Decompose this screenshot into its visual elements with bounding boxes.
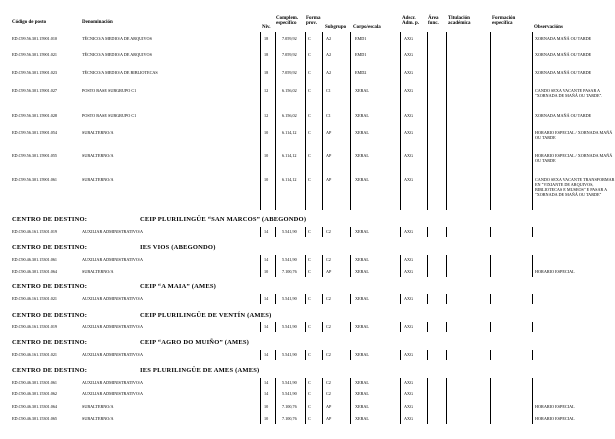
post-subgroup: C2 [326, 257, 331, 262]
post-observations: XORNADA MAÑÁ OU TARDE [535, 52, 592, 57]
post-denomination: AUXILIAR ADMINISTRATIVO/A [82, 229, 144, 234]
col-header-area: Área func. [428, 16, 439, 26]
col-divider [532, 378, 533, 424]
post-provision-form: C [308, 130, 311, 135]
post-provision-form: C [308, 391, 311, 396]
post-adscription: AXG [404, 130, 414, 135]
col-header-denominacion: Denominación [82, 20, 113, 25]
post-complement: 6.114,12 [282, 153, 297, 158]
post-corps: XERAL [355, 324, 369, 329]
post-denomination: POSTO BASE SUBGRUPO C1 [82, 88, 137, 93]
col-divider [427, 227, 428, 237]
col-divider [275, 255, 276, 277]
col-divider [305, 378, 306, 424]
post-provision-form: C [308, 153, 311, 158]
post-complement: 6.156,02 [282, 88, 297, 93]
col-divider [490, 322, 491, 332]
post-provision-form: C [308, 352, 311, 357]
post-corps: XERAL [355, 113, 369, 118]
post-subgroup: AP [326, 416, 332, 421]
post-adscription: AXG [404, 269, 414, 274]
col-divider [400, 255, 401, 277]
post-adscription: AXG [404, 36, 414, 41]
col-divider [532, 322, 533, 332]
post-subgroup: C2 [326, 229, 331, 234]
post-subgroup: A2 [326, 70, 332, 75]
post-denomination: SUBALTERNO/A [82, 177, 114, 182]
col-divider [490, 255, 491, 277]
post-denomination: POSTO BASE SUBGRUPO C1 [82, 113, 137, 118]
center-name: CEIP PLURILINGÜE “SAN MARCOS” (ABEGONDO) [140, 216, 307, 223]
post-adscription: AXG [404, 52, 414, 57]
col-divider [446, 255, 447, 277]
post-complement: 7.100,76 [282, 269, 297, 274]
post-level: 14 [264, 229, 269, 234]
post-complement: 6.114,12 [282, 130, 297, 135]
post-complement: 6.114,12 [282, 177, 297, 182]
post-code: ED.C99.56.301.15901.061 [12, 177, 58, 182]
post-provision-form: C [308, 416, 311, 421]
post-adscription: AXG [404, 391, 414, 396]
post-adscription: AXG [404, 88, 414, 93]
post-corps: XERAL [355, 296, 369, 301]
post-code: ED.C90.46.301.15301.061 [12, 380, 58, 385]
col-divider [322, 227, 323, 237]
post-complement: 7.100,76 [282, 416, 297, 421]
col-divider [260, 227, 261, 237]
post-code: ED.C90.46.161.15301.021 [12, 296, 58, 301]
post-corps: EMD1 [355, 36, 367, 41]
post-level: 14 [264, 296, 269, 301]
post-observations: HORARIO ESPECIAL [535, 416, 575, 421]
post-subgroup: C2 [326, 380, 331, 385]
post-adscription: AXG [404, 257, 414, 262]
col-divider [350, 227, 351, 237]
post-subgroup: AP [326, 130, 332, 135]
post-level: 14 [264, 352, 269, 357]
col-divider [446, 350, 447, 360]
col-divider [260, 255, 261, 277]
post-provision-form: C [308, 269, 311, 274]
post-complement: 5.541,90 [282, 352, 297, 357]
post-observations: XORNADA MAÑÁ OU TARDE [535, 113, 592, 118]
post-subgroup: AP [326, 269, 332, 274]
post-corps: XERAL [355, 229, 369, 234]
post-provision-form: C [308, 229, 311, 234]
col-divider [350, 378, 351, 424]
post-adscription: AXG [404, 352, 414, 357]
post-provision-form: C [308, 70, 311, 75]
col-divider [275, 350, 276, 360]
post-observations: XORNADA MAÑÁ OU TARDE [535, 36, 592, 41]
post-provision-form: C [308, 88, 311, 93]
post-provision-form: C [308, 177, 311, 182]
post-level: 10 [264, 404, 269, 409]
post-level: 14 [264, 324, 269, 329]
center-label: CENTRO DE DESTINO: [12, 244, 88, 251]
col-divider [275, 227, 276, 237]
center-label: CENTRO DE DESTINO: [12, 283, 88, 290]
post-corps: XERAL [355, 130, 369, 135]
col-header-subgrupo: Subgrupo [325, 25, 347, 30]
post-subgroup: AP [326, 404, 332, 409]
post-subgroup: A2 [326, 52, 332, 57]
post-adscription: AXG [404, 153, 414, 158]
post-complement: 7.059,92 [282, 70, 297, 75]
post-level: 14 [264, 257, 269, 262]
post-corps: XERAL [355, 257, 369, 262]
col-divider [322, 255, 323, 277]
post-subgroup: AP [326, 177, 332, 182]
post-level: 12 [264, 113, 269, 118]
col-divider [490, 294, 491, 304]
post-complement: 7.100,76 [282, 404, 297, 409]
post-corps: XERAL [355, 88, 369, 93]
post-corps: XERAL [355, 177, 369, 182]
post-denomination: AUXILIAR ADMINISTRATIVO/A [82, 391, 144, 396]
post-code: ED.C99.56.301.15901.054 [12, 130, 58, 135]
post-code: ED.C90.46.161.15301.019 [12, 324, 58, 329]
post-code: ED.C99.56.301.15901.010 [12, 36, 58, 41]
col-divider [427, 350, 428, 360]
post-code: ED.C90.46.301.15301.064 [12, 269, 58, 274]
post-denomination: SUBALTERNO/A [82, 153, 114, 158]
post-denomination: SUBALTERNO/A [82, 416, 114, 421]
post-complement: 7.059,92 [282, 52, 297, 57]
post-subgroup: A2 [326, 36, 332, 41]
post-adscription: AXG [404, 380, 414, 385]
col-divider [275, 322, 276, 332]
post-code: ED.C99.56.301.15901.055 [12, 153, 58, 158]
center-name: CEIP “AGRO DO MUIÑO” (AMES) [140, 339, 250, 346]
col-divider [446, 378, 447, 424]
post-level: 12 [264, 88, 269, 93]
col-divider [400, 294, 401, 304]
col-divider [260, 378, 261, 424]
col-divider [427, 378, 428, 424]
col-divider [400, 32, 401, 210]
post-level: 18 [264, 70, 269, 75]
post-code: ED.C99.56.301.15901.027 [12, 88, 58, 93]
col-divider [322, 294, 323, 304]
col-divider [490, 227, 491, 237]
col-divider [446, 227, 447, 237]
post-level: 10 [264, 130, 269, 135]
col-divider [400, 350, 401, 360]
post-level: 10 [264, 416, 269, 421]
col-divider [400, 378, 401, 424]
col-divider [400, 227, 401, 237]
col-header-formacion: Formación específica [492, 16, 516, 26]
post-subgroup: C2 [326, 296, 331, 301]
post-code: ED.C90.46.161.15301.019 [12, 229, 58, 234]
post-corps: XERAL [355, 380, 369, 385]
post-adscription: AXG [404, 229, 414, 234]
col-divider [427, 322, 428, 332]
col-divider [322, 322, 323, 332]
post-denomination: SUBALTERNO/A [82, 404, 114, 409]
col-divider [305, 350, 306, 360]
col-header-adscricion: Adscr. Adm. p. [402, 16, 420, 26]
post-provision-form: C [308, 404, 311, 409]
col-divider [490, 32, 491, 210]
post-observations: CANDO SEXA VACANTE PASAR A "XORNADA DE MAÑÁ OU TARDE". [535, 88, 603, 98]
col-divider [260, 322, 261, 332]
col-divider [322, 378, 323, 424]
col-divider [446, 322, 447, 332]
post-level: 10 [264, 269, 269, 274]
col-divider [305, 32, 306, 210]
center-label: CENTRO DE DESTINO: [12, 216, 88, 223]
post-level: 14 [264, 391, 269, 396]
col-header-titulacion: Titulación académica [448, 16, 471, 26]
post-provision-form: C [308, 296, 311, 301]
post-provision-form: C [308, 380, 311, 385]
post-corps: XERAL [355, 269, 369, 274]
post-complement: 5.541,90 [282, 296, 297, 301]
post-complement: 6.156,02 [282, 113, 297, 118]
col-divider [305, 322, 306, 332]
post-subgroup: AP [326, 153, 332, 158]
post-code: ED.C99.56.301.15901.021 [12, 52, 58, 57]
post-adscription: AXG [404, 70, 414, 75]
post-observations: HORARIO ESPECIAL [535, 404, 575, 409]
center-name: CEIP PLURILINGÜE DE VENTÍN (AMES) [140, 312, 272, 319]
post-corps: XERAL [355, 153, 369, 158]
post-observations: CANDO SEXA VACANTE TRANSFORMAR EN "VIXIANTE DE ARQUIVOS, BIBLIOTECAS E MUSEOS" E PASAR A "XORNADA DE MAÑÁ OU TARDE" [535, 177, 615, 197]
post-adscription: AXG [404, 416, 414, 421]
post-denomination: TÉCNICO/A MEDIO/A DE BIBLIOTECAS [82, 70, 158, 75]
col-divider [275, 294, 276, 304]
center-label: CENTRO DE DESTINO: [12, 339, 88, 346]
post-corps: EMD1 [355, 52, 367, 57]
col-divider [275, 378, 276, 424]
col-header-nivel: Niv. [262, 25, 271, 30]
post-provision-form: C [308, 324, 311, 329]
center-label: CENTRO DE DESTINO: [12, 367, 88, 374]
post-code: ED.C99.56.301.15901.028 [12, 113, 58, 118]
col-divider [260, 294, 261, 304]
col-header-codigo: Código de posto [12, 20, 47, 25]
col-divider [350, 32, 351, 210]
center-name: IES VIOS (ABEGONDO) [140, 244, 216, 251]
col-divider [305, 294, 306, 304]
post-denomination: SUBALTERNO/A [82, 269, 114, 274]
post-complement: 5.541,90 [282, 380, 297, 385]
post-code: ED.C90.46.301.15301.065 [12, 416, 58, 421]
post-adscription: AXG [404, 296, 414, 301]
col-divider [400, 322, 401, 332]
col-divider [446, 32, 447, 210]
col-divider [350, 350, 351, 360]
col-header-complemento: Complem. específico [276, 16, 299, 26]
col-divider [305, 255, 306, 277]
col-divider [322, 350, 323, 360]
post-level: 18 [264, 36, 269, 41]
col-divider [350, 322, 351, 332]
post-adscription: AXG [404, 324, 414, 329]
post-denomination: TÉCNICO/A MEDIO/A DE ARQUIVOS [82, 36, 152, 41]
col-header-observacions: Observacións [534, 25, 563, 30]
post-corps: XERAL [355, 404, 369, 409]
post-code: ED.C90.46.301.15301.061 [12, 257, 58, 262]
col-divider [350, 294, 351, 304]
post-corps: XERAL [355, 416, 369, 421]
post-subgroup: C1 [326, 88, 331, 93]
post-adscription: AXG [404, 404, 414, 409]
col-divider [260, 32, 261, 210]
post-corps: XERAL [355, 352, 369, 357]
post-provision-form: C [308, 113, 311, 118]
col-divider [427, 255, 428, 277]
post-subgroup: C1 [326, 113, 331, 118]
post-provision-form: C [308, 52, 311, 57]
post-code: ED.C90.46.301.15301.062 [12, 391, 58, 396]
col-divider [532, 227, 533, 237]
col-divider [532, 350, 533, 360]
post-code: ED.C99.56.301.15901.023 [12, 70, 58, 75]
col-divider [322, 32, 323, 210]
post-observations: HORARIO ESPECIAL / XORNADA MAÑÁ OU TARDE [535, 153, 613, 163]
col-divider [532, 255, 533, 277]
post-level: 18 [264, 52, 269, 57]
post-corps: EMD2 [355, 70, 367, 75]
col-divider [427, 32, 428, 210]
post-provision-form: C [308, 257, 311, 262]
col-divider [350, 255, 351, 277]
col-divider [490, 350, 491, 360]
col-divider [260, 350, 261, 360]
post-code: ED.C90.46.301.15301.064 [12, 404, 58, 409]
post-denomination: AUXILIAR ADMINISTRATIVO/A [82, 257, 144, 262]
post-observations: XORNADA MAÑÁ OU TARDE [535, 70, 592, 75]
center-name: CEIP “A MAIA” (AMES) [140, 283, 217, 290]
post-subgroup: C2 [326, 324, 331, 329]
col-divider [532, 32, 533, 210]
col-header-corpo: Corpo/escala [353, 25, 381, 30]
post-level: 10 [264, 153, 269, 158]
center-name: IES PLURILINGÜE DE AMES (AMES) [140, 367, 260, 374]
post-subgroup: C2 [326, 352, 331, 357]
post-denomination: SUBALTERNO/A [82, 130, 114, 135]
col-header-forma: Forma prov. [306, 16, 321, 26]
post-code: ED.C90.46.161.15301.021 [12, 352, 58, 357]
col-divider [427, 294, 428, 304]
col-divider [490, 378, 491, 424]
post-complement: 5.541,90 [282, 324, 297, 329]
center-label: CENTRO DE DESTINO: [12, 312, 88, 319]
post-level: 14 [264, 380, 269, 385]
post-denomination: AUXILIAR ADMINISTRATIVO/A [82, 352, 144, 357]
post-denomination: AUXILIAR ADMINISTRATIVO/A [82, 296, 144, 301]
post-observations: HORARIO ESPECIAL / XORNADA MAÑÁ OU TARDE [535, 130, 613, 140]
post-adscription: AXG [404, 177, 414, 182]
post-denomination: AUXILIAR ADMINISTRATIVO/A [82, 324, 144, 329]
post-subgroup: C2 [326, 391, 331, 396]
col-divider [446, 294, 447, 304]
post-denomination: AUXILIAR ADMINISTRATIVO/A [82, 380, 144, 385]
post-adscription: AXG [404, 113, 414, 118]
post-denomination: TÉCNICO/A MEDIO/A DE ARQUIVOS [82, 52, 152, 57]
post-observations: HORARIO ESPECIAL [535, 269, 575, 274]
col-divider [275, 32, 276, 210]
post-complement: 5.541,90 [282, 229, 297, 234]
col-divider [305, 227, 306, 237]
post-level: 10 [264, 177, 269, 182]
post-corps: XERAL [355, 391, 369, 396]
post-complement: 5.541,90 [282, 391, 297, 396]
post-complement: 5.541,90 [282, 257, 297, 262]
post-complement: 7.059,92 [282, 36, 297, 41]
post-provision-form: C [308, 36, 311, 41]
col-divider [532, 294, 533, 304]
